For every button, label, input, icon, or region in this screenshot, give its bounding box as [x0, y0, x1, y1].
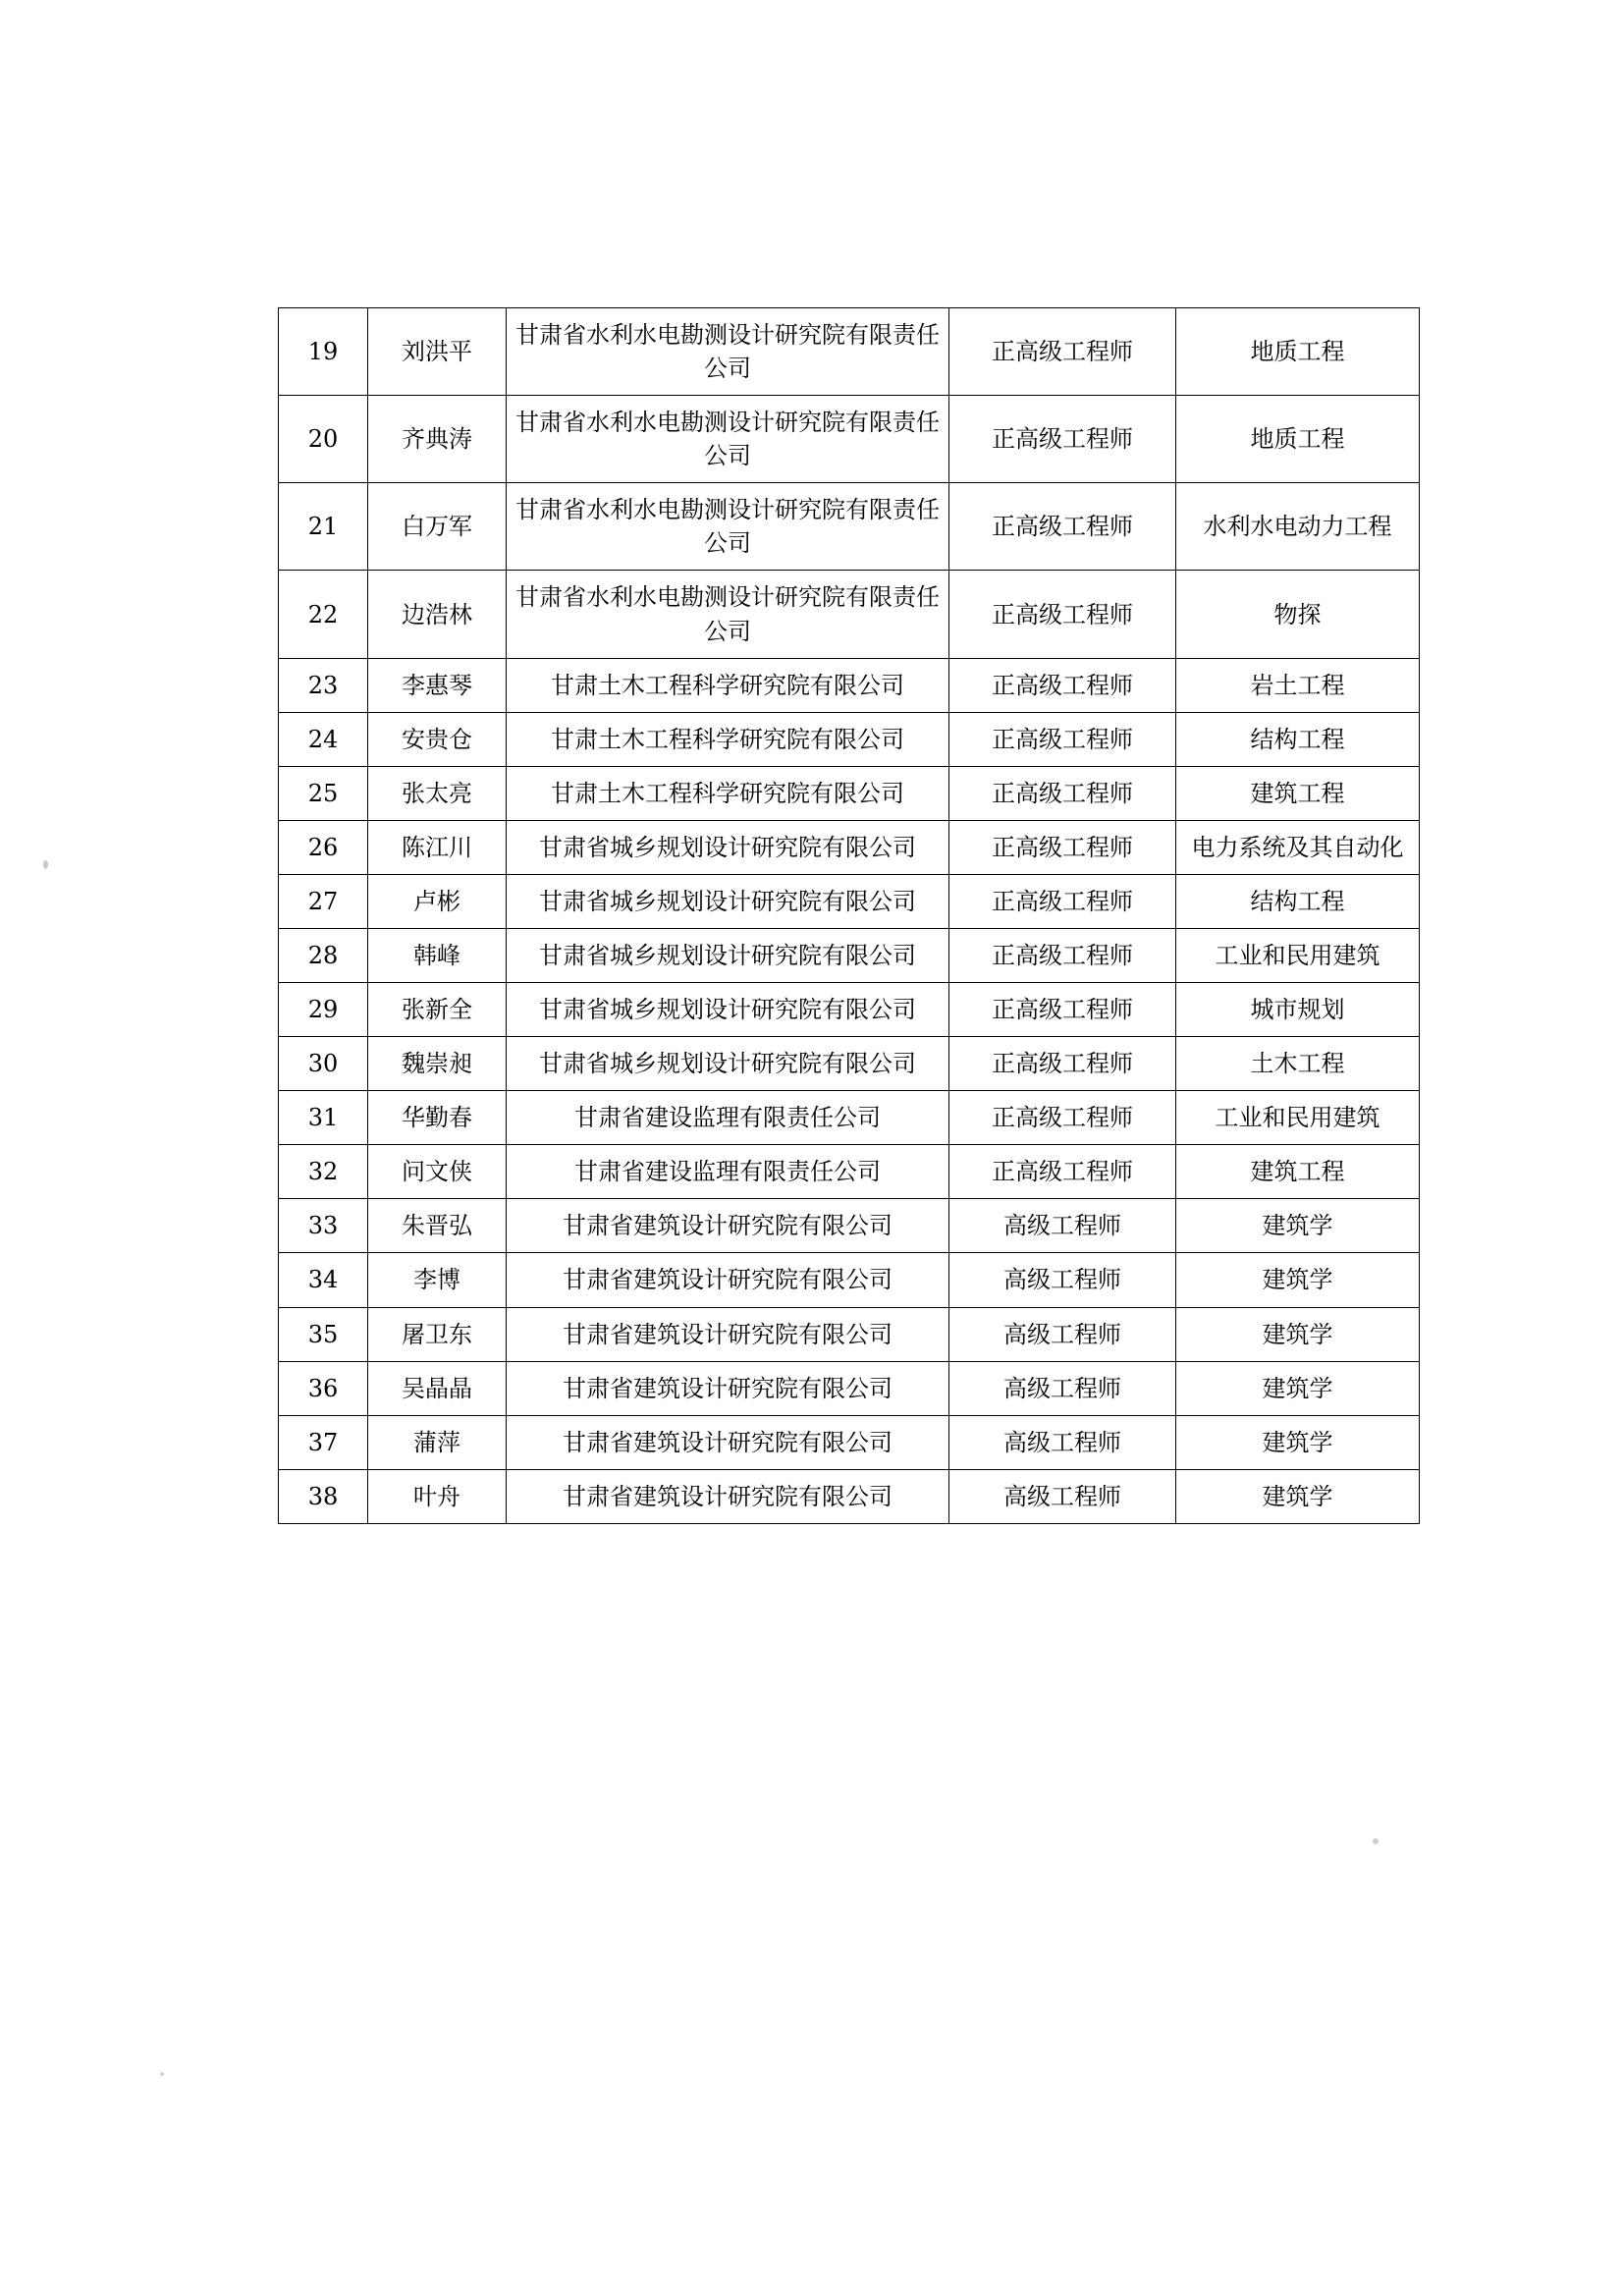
cell-qualification-title: 正高级工程师	[949, 766, 1176, 820]
cell-name: 朱晋弘	[368, 1199, 507, 1253]
cell-name: 白万军	[368, 483, 507, 571]
cell-name: 张新全	[368, 983, 507, 1037]
cell-major: 结构工程	[1176, 712, 1420, 766]
table-row	[279, 874, 1420, 928]
cell-organization: 甘肃省建筑设计研究院有限公司	[507, 1199, 949, 1253]
table-row	[279, 929, 1420, 983]
table-row	[279, 766, 1420, 820]
table-row	[279, 712, 1420, 766]
cell-major: 建筑工程	[1176, 766, 1420, 820]
cell-name: 安贵仓	[368, 712, 507, 766]
cell-name: 韩峰	[368, 929, 507, 983]
table-row	[279, 1361, 1420, 1415]
cell-organization: 甘肃省城乡规划设计研究院有限公司	[507, 929, 949, 983]
cell-qualification-title: 高级工程师	[949, 1415, 1176, 1469]
cell-qualification-title: 高级工程师	[949, 1361, 1176, 1415]
cell-major: 电力系统及其自动化	[1176, 820, 1420, 874]
cell-major: 城市规划	[1176, 983, 1420, 1037]
cell-index: 29	[279, 983, 368, 1037]
cell-name: 问文侠	[368, 1145, 507, 1199]
table-row	[279, 1415, 1420, 1469]
table-body	[279, 308, 1420, 1524]
table-row	[279, 1091, 1420, 1145]
cell-qualification-title: 正高级工程师	[949, 929, 1176, 983]
cell-name: 陈江川	[368, 820, 507, 874]
cell-index: 22	[279, 571, 368, 658]
cell-index: 30	[279, 1037, 368, 1091]
cell-organization: 甘肃省水利水电勘测设计研究院有限责任公司	[507, 483, 949, 571]
cell-organization: 甘肃土木工程科学研究院有限公司	[507, 658, 949, 712]
cell-qualification-title: 正高级工程师	[949, 308, 1176, 396]
cell-index: 24	[279, 712, 368, 766]
table-row	[279, 1307, 1420, 1361]
cell-organization: 甘肃省水利水电勘测设计研究院有限责任公司	[507, 571, 949, 658]
cell-major: 土木工程	[1176, 1037, 1420, 1091]
cell-major: 地质工程	[1176, 308, 1420, 396]
cell-major: 建筑学	[1176, 1199, 1420, 1253]
cell-name: 齐典涛	[368, 396, 507, 483]
cell-index: 26	[279, 820, 368, 874]
cell-organization: 甘肃省水利水电勘测设计研究院有限责任公司	[507, 396, 949, 483]
table-row	[279, 1469, 1420, 1523]
table-row	[279, 1037, 1420, 1091]
cell-name: 魏崇昶	[368, 1037, 507, 1091]
cell-organization: 甘肃省城乡规划设计研究院有限公司	[507, 983, 949, 1037]
scan-speck	[43, 860, 48, 869]
cell-organization: 甘肃省建设监理有限责任公司	[507, 1091, 949, 1145]
cell-major: 物探	[1176, 571, 1420, 658]
cell-qualification-title: 高级工程师	[949, 1469, 1176, 1523]
cell-qualification-title: 正高级工程师	[949, 483, 1176, 571]
cell-organization: 甘肃省城乡规划设计研究院有限公司	[507, 820, 949, 874]
qualification-table	[278, 307, 1420, 1524]
cell-major: 地质工程	[1176, 396, 1420, 483]
cell-qualification-title: 正高级工程师	[949, 658, 1176, 712]
cell-name: 李惠琴	[368, 658, 507, 712]
cell-qualification-title: 高级工程师	[949, 1307, 1176, 1361]
cell-name: 华勤春	[368, 1091, 507, 1145]
scan-speck	[1373, 1838, 1379, 1844]
cell-qualification-title: 高级工程师	[949, 1199, 1176, 1253]
cell-name: 刘洪平	[368, 308, 507, 396]
cell-name: 卢彬	[368, 874, 507, 928]
cell-name: 蒲萍	[368, 1415, 507, 1469]
cell-qualification-title: 正高级工程师	[949, 820, 1176, 874]
table-row	[279, 1253, 1420, 1307]
cell-major: 建筑学	[1176, 1361, 1420, 1415]
cell-index: 37	[279, 1415, 368, 1469]
cell-qualification-title: 正高级工程师	[949, 1145, 1176, 1199]
cell-name: 屠卫东	[368, 1307, 507, 1361]
cell-name: 张太亮	[368, 766, 507, 820]
table-row	[279, 483, 1420, 571]
cell-major: 建筑工程	[1176, 1145, 1420, 1199]
qualification-table-wrapper	[278, 307, 1404, 1524]
cell-index: 21	[279, 483, 368, 571]
table-row	[279, 571, 1420, 658]
table-row	[279, 983, 1420, 1037]
cell-index: 33	[279, 1199, 368, 1253]
cell-index: 35	[279, 1307, 368, 1361]
cell-index: 28	[279, 929, 368, 983]
table-row	[279, 1199, 1420, 1253]
cell-name: 吴晶晶	[368, 1361, 507, 1415]
cell-qualification-title: 正高级工程师	[949, 712, 1176, 766]
cell-major: 工业和民用建筑	[1176, 1091, 1420, 1145]
cell-index: 32	[279, 1145, 368, 1199]
cell-organization: 甘肃省建筑设计研究院有限公司	[507, 1307, 949, 1361]
cell-major: 建筑学	[1176, 1253, 1420, 1307]
cell-index: 38	[279, 1469, 368, 1523]
cell-index: 20	[279, 396, 368, 483]
cell-qualification-title: 正高级工程师	[949, 1091, 1176, 1145]
cell-index: 23	[279, 658, 368, 712]
cell-qualification-title: 正高级工程师	[949, 571, 1176, 658]
cell-organization: 甘肃省水利水电勘测设计研究院有限责任公司	[507, 308, 949, 396]
cell-major: 建筑学	[1176, 1307, 1420, 1361]
cell-name: 李博	[368, 1253, 507, 1307]
table-row	[279, 308, 1420, 396]
cell-qualification-title: 正高级工程师	[949, 1037, 1176, 1091]
table-row	[279, 658, 1420, 712]
cell-index: 25	[279, 766, 368, 820]
cell-qualification-title: 正高级工程师	[949, 874, 1176, 928]
cell-organization: 甘肃省建筑设计研究院有限公司	[507, 1361, 949, 1415]
cell-major: 结构工程	[1176, 874, 1420, 928]
cell-organization: 甘肃省建筑设计研究院有限公司	[507, 1469, 949, 1523]
cell-qualification-title: 正高级工程师	[949, 396, 1176, 483]
cell-index: 31	[279, 1091, 368, 1145]
cell-organization: 甘肃土木工程科学研究院有限公司	[507, 712, 949, 766]
cell-organization: 甘肃省建设监理有限责任公司	[507, 1145, 949, 1199]
scan-speck	[160, 2072, 164, 2076]
cell-name: 边浩林	[368, 571, 507, 658]
cell-major: 岩土工程	[1176, 658, 1420, 712]
cell-major: 水利水电动力工程	[1176, 483, 1420, 571]
cell-organization: 甘肃省建筑设计研究院有限公司	[507, 1415, 949, 1469]
cell-index: 36	[279, 1361, 368, 1415]
cell-organization: 甘肃省城乡规划设计研究院有限公司	[507, 1037, 949, 1091]
cell-index: 19	[279, 308, 368, 396]
cell-name: 叶舟	[368, 1469, 507, 1523]
cell-qualification-title: 正高级工程师	[949, 983, 1176, 1037]
cell-index: 27	[279, 874, 368, 928]
cell-organization: 甘肃省城乡规划设计研究院有限公司	[507, 874, 949, 928]
table-row	[279, 1145, 1420, 1199]
cell-organization: 甘肃土木工程科学研究院有限公司	[507, 766, 949, 820]
cell-major: 工业和民用建筑	[1176, 929, 1420, 983]
cell-organization: 甘肃省建筑设计研究院有限公司	[507, 1253, 949, 1307]
cell-major: 建筑学	[1176, 1469, 1420, 1523]
table-row	[279, 820, 1420, 874]
cell-index: 34	[279, 1253, 368, 1307]
cell-major: 建筑学	[1176, 1415, 1420, 1469]
table-row	[279, 396, 1420, 483]
cell-qualification-title: 高级工程师	[949, 1253, 1176, 1307]
